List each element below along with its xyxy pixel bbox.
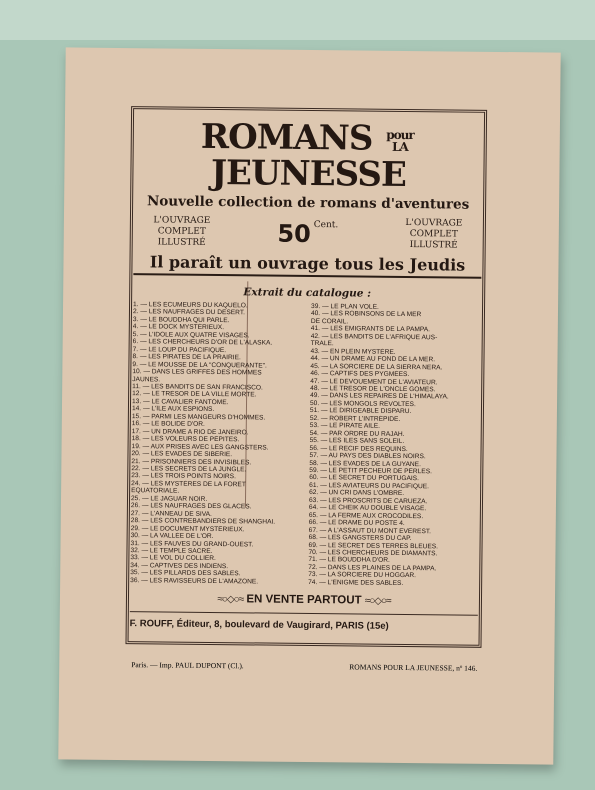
catalogue-entry: 2. — LES NAUFRAGÉS DU DÉSERT. — [132, 308, 246, 317]
catalogue-entry: 51. — LE DIRIGEABLE DISPARU. — [309, 407, 412, 416]
catalogue-entry: 56. — LE RÉCIF DES REQUINS. — [309, 444, 408, 453]
booklet-back-cover — [58, 47, 560, 764]
ouvrage-left-line2: COMPLET ILLUSTRÉ — [157, 226, 206, 248]
catalogue-entry: 40. — LES ROBINSONS DE LA MER — [310, 310, 422, 319]
price — [277, 219, 338, 248]
series-title — [134, 118, 483, 194]
catalogue-entry: 66. — LE DRAME DU POSTE 4. — [308, 519, 405, 528]
catalogue-entry: DE CORAIL. — [310, 317, 349, 326]
catalogue-entry: 55. — LES ÎLES SANS SOLEIL. — [309, 437, 405, 446]
catalogue-entry: 69. — LE SECRET DES TERRES BLEUES. — [308, 541, 439, 550]
sales-banner — [130, 592, 478, 608]
catalogue-entry: 1. — LES ÉCUMEURS DU KAQUÉLO. — [133, 301, 248, 310]
catalogue-entry: 63. — LES PROSCRITS DE CARUEZA. — [308, 496, 428, 506]
catalogue-entry: 71. — LE BOUDDHA D'OR. — [308, 556, 390, 565]
catalogue-entry: 29. — LE DOCUMENT MYSTÉRIEUX. — [130, 524, 245, 533]
catalogue-entry: 50. — LES MONGOLS RÉVOLTÉS. — [309, 399, 416, 409]
catalogue-entry: 23. — LES TROIS POINTS NOIRS. — [131, 472, 236, 481]
catalogue-entry: 59. — LE PETIT PÊCHEUR DE PERLES. — [309, 466, 432, 476]
catalogue-entry: 46. — CAPTIFS DES PYGMÉES. — [310, 370, 410, 379]
subtitle: Nouvelle collection de romans d'aventures — [146, 193, 470, 213]
catalogue-entry: 22. — LES SECRETS DE LA JUNGLE. — [131, 465, 247, 474]
catalogue-entry: 8. — LES PIRATES DE LA PRAIRIE. — [132, 353, 241, 362]
imprint-right: ROMANS POUR LA JEUNESSE, nº 146. — [349, 662, 478, 673]
cover-content — [130, 112, 483, 633]
catalogue-entry: 26. — LES NAUFRAGÉS DES GLACES. — [130, 502, 252, 511]
catalogue-entry: 24. — LES MYSTÈRES DE LA FORÊT — [131, 480, 246, 489]
catalogue-entry: 6. — LES CHERCHEURS D'OR DE L'ALASKA. — [132, 338, 273, 347]
catalogue-entry: 12. — LE TRÉSOR DE LA VILLE MORTE. — [132, 390, 257, 399]
price-bar — [134, 215, 482, 252]
catalogue-entry: 52. — ROBERT L'INTRÉPIDE. — [309, 414, 401, 423]
weekly-notice: Il paraît un ouvrage tous les Jeudis — [133, 252, 481, 279]
catalogue-entry: 64. — LE CHEIK AU DOUBLE VISAGE. — [308, 504, 427, 513]
title-pour: pour — [386, 127, 414, 143]
price-unit: Cent. — [313, 219, 339, 230]
catalogue-entry: 17. — UN DRAME A RIO DE JANEIRO. — [131, 427, 249, 437]
price-value: 50 — [277, 219, 311, 248]
catalogue-right-column — [308, 303, 481, 588]
catalogue-left-column — [130, 301, 303, 586]
ornament-right: ≈○◇○≈ — [364, 595, 391, 608]
catalogue-label: Extrait du catalogue : — [243, 286, 372, 300]
background-wall — [0, 0, 595, 40]
catalogue-entry: 68. — LES GANGSTERS DU CAP. — [308, 534, 412, 543]
catalogue-entry: 9. — LE MOUSSE DE LA "CONQUÉRANTE". — [132, 360, 267, 370]
publisher-line: F. ROUFF, Éditeur, 8, boulevard de Vaugirard, PARIS (15e) — [130, 611, 478, 633]
catalogue-entry: 49. — DANS LES REPAIRES DE L'HIMALAYA. — [310, 392, 449, 401]
title-romans: ROMANS — [200, 116, 373, 159]
catalogue-entry: 45. — LA SORCIÈRE DE LA SIERRA NERA. — [310, 362, 443, 372]
catalogue-entry: 32. — LE TEMPLE SACRÉ. — [130, 547, 213, 555]
catalogue-lists — [130, 301, 481, 588]
catalogue-entry: 33. — LE VOL DU COLLIER. — [130, 554, 216, 563]
catalogue-entry: 72. — DANS LES PLAINES DE LA PAMPA. — [308, 563, 437, 573]
catalogue-entry: TRALE. — [310, 340, 334, 348]
ouvrage-left — [134, 215, 230, 249]
catalogue-entry: 62. — UN CRI DANS L'OMBRE. — [309, 489, 405, 498]
catalogue-entry: 53. — LE PIRATE AILÉ. — [309, 422, 381, 430]
catalogue-entry: 58. — LES ÉVADÉS DE LA GUYANE. — [309, 459, 421, 468]
catalogue-entry: 35. — LES PILLARDS DES SABLES. — [130, 569, 241, 578]
catalogue-entry: 7. — LE LOUP DU PACIFIQUE. — [132, 345, 227, 354]
catalogue-entry: 27. — L'ANNEAU DE SIVA. — [130, 509, 212, 518]
title-jeunesse: JEUNESSE — [210, 152, 407, 195]
catalogue-entry: 3. — LE BOUDDHA QUI PARLE. — [132, 316, 230, 325]
title-pour-la — [386, 129, 414, 153]
catalogue-entry: JAUNES. — [132, 375, 161, 383]
catalogue-entry: 70. — LES CHERCHEURS DE DIAMANTS. — [308, 548, 438, 558]
catalogue-entry: 43. — EN PLEIN MYSTÈRE. — [310, 347, 396, 356]
catalogue-entry: 54. — PAR ORDRE DU RAJAH. — [309, 429, 405, 438]
title-la: LA — [391, 139, 408, 155]
catalogue-entry: 18. — LES VOLEURS DE PÉPITES. — [131, 435, 240, 444]
ouvrage-right — [386, 218, 482, 252]
catalogue-entry: 36. — LES RAVISSEURS DE L'AMAZONE. — [130, 576, 259, 586]
catalogue-entry: 47. — LE DÉVOUEMENT DE L'AVIATEUR. — [310, 377, 438, 386]
catalogue-entry: 5. — L'IDOLE AUX QUATRE VISAGES. — [132, 330, 250, 340]
catalogue-entry: 73. — LA SORCIÈRE DU HOGGAR. — [308, 571, 416, 580]
catalogue-entry: 57. — AU PAYS DES DIABLES NOIRS. — [309, 452, 426, 461]
ouvrage-left-line1: L'OUVRAGE — [153, 215, 211, 226]
catalogue-entry: 28. — LES CONTREBANDIERS DE SHANGHAI. — [130, 517, 276, 526]
vente-text: EN VENTE PARTOUT — [246, 593, 362, 607]
catalogue-entry: 65. — LA FERME AUX CROCODILES. — [308, 511, 424, 520]
ouvrage-right-line1: L'OUVRAGE — [405, 217, 463, 229]
catalogue-entry: 21. — PRISONNIERS DES INVISIBLES. — [131, 457, 252, 466]
catalogue-entry: 10. — DANS LES GRIFFES DES HOMMES — [132, 368, 262, 377]
catalogue-entry: 44. — UN DRAME AU FOND DE LA MER. — [310, 355, 436, 364]
catalogue-entry: 74. — L'ÉNIGME DES SABLES. — [308, 578, 404, 587]
catalogue-entry: 67. — A L'ASSAUT DU MONT EVEREST. — [308, 526, 432, 535]
catalogue-entry: ÉQUATORIALE. — [131, 487, 180, 495]
catalogue-entry: 13. — LE CAVALIER FANTÔME. — [132, 398, 229, 407]
catalogue-entry: 39. — LE PLAN VOLÉ. — [311, 303, 379, 311]
catalogue-entry: 25. — LE JAGUAR NOIR. — [130, 494, 208, 503]
ouvrage-right-line2: COMPLET ILLUSTRÉ — [409, 229, 458, 251]
catalogue-entry: 20. — LES ÉVADÉS DE SIBÉRIE. — [131, 450, 233, 459]
catalogue-entry: 19. — AUX PRISES AVEC LES GANGSTERS. — [131, 442, 269, 452]
imprint-block — [131, 652, 477, 673]
imprint-left: Paris. — Imp. PAUL DUPONT (Cl.). — [131, 660, 244, 671]
catalogue-entry: 14. — L'ÎLE AUX ESPIONS. — [131, 405, 215, 414]
catalogue-entry: 31. — LES FAUVES DU GRAND-OUEST. — [130, 539, 254, 548]
catalogue-entry: 30. — LA VALLÉE DE L'OR. — [130, 532, 214, 541]
catalogue-entry: 15. — PARMI LES MANGEURS D'HOMMES. — [131, 412, 266, 422]
catalogue-entry: 61. — LES AVIATEURS DU PACIFIQUE. — [309, 481, 430, 491]
catalogue-entry: 11. — LES BANDITS DE SAN FRANCISCO. — [132, 383, 263, 392]
catalogue-entry: 34. — CAPTIVES DES INDIENS. — [130, 561, 229, 571]
ornament-left: ≈○◇○≈ — [217, 594, 244, 606]
catalogue-entry: 4. — LE DOCK MYSTÉRIEUX. — [132, 323, 225, 332]
catalogue-entry: 60. — LE SECRET DU PORTUGAIS. — [309, 474, 419, 483]
catalogue-entry: 16. — LE BOLIDE D'OR. — [131, 420, 205, 429]
catalogue-entry: 41. — LES ÉMIGRANTS DE LA PAMPA. — [310, 325, 431, 334]
catalogue-entry: 48. — LE TRÉSOR DE L'ONCLE GOMÈS. — [310, 384, 436, 394]
catalogue-entry: 42. — LES BANDITS DE L'AFRIQUE AUS- — [310, 332, 438, 342]
